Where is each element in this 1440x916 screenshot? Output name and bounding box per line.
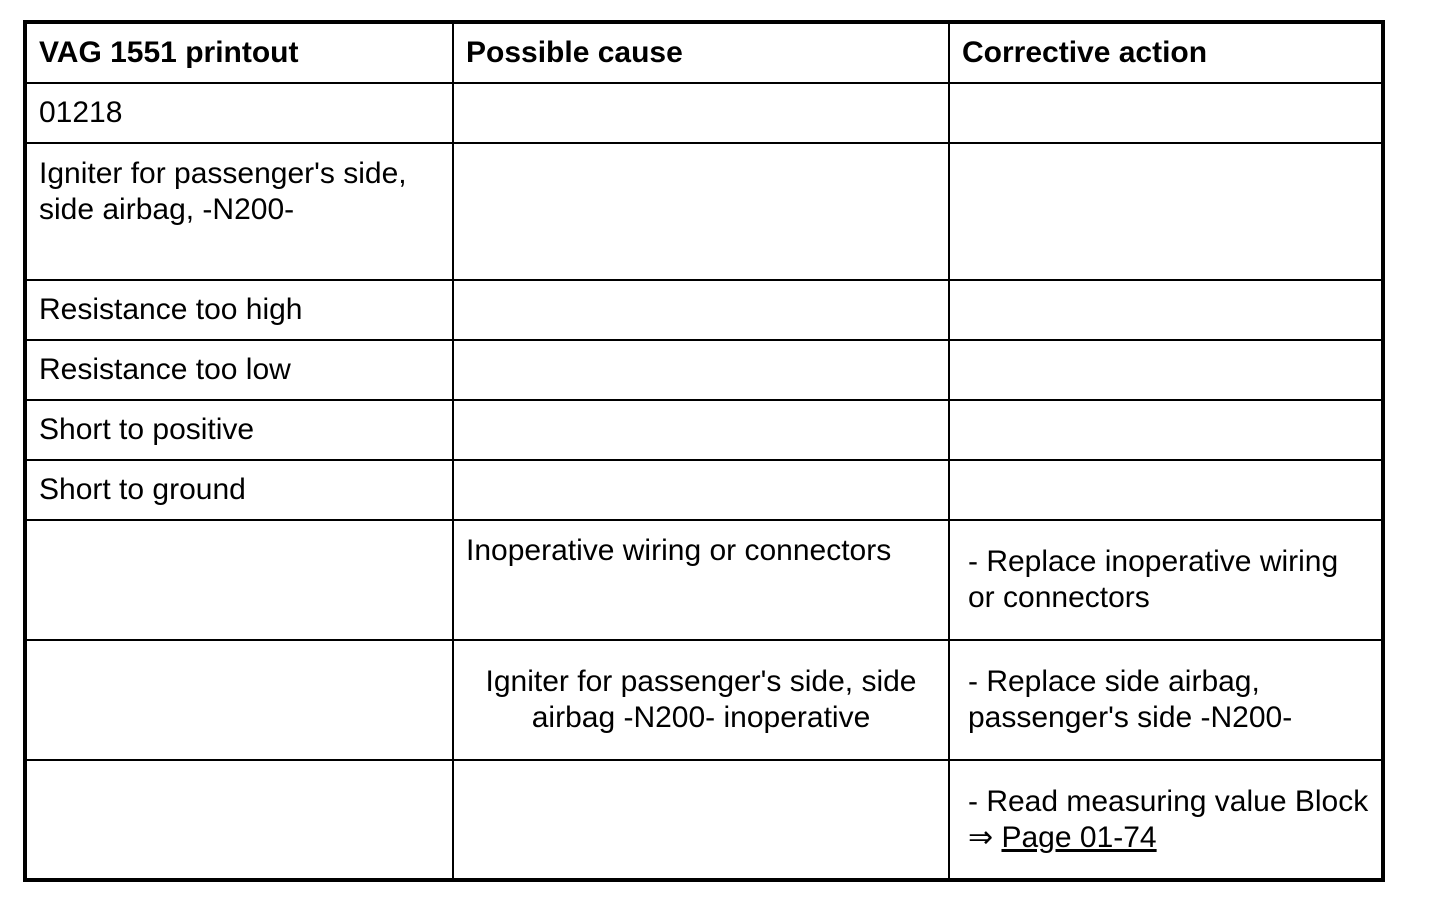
action-cell (949, 83, 1383, 143)
table-row (25, 280, 1383, 340)
table-row (25, 83, 1383, 143)
action-cell: - Replace side airbag, passenger's side -N200- (949, 640, 1383, 760)
printout-cell: Resistance too high (25, 280, 453, 340)
header-row (25, 22, 1383, 83)
cause-cell (453, 400, 949, 460)
cause-cell (453, 340, 949, 400)
table-row (25, 760, 1383, 880)
cause-cell: Inoperative wiring or connectors (453, 520, 949, 640)
table-row (25, 460, 1383, 520)
printout-cell: 01218 (25, 83, 453, 143)
action-cell (949, 143, 1383, 280)
action-text: - Read measuring value Block (968, 784, 1369, 818)
printout-cell (25, 520, 453, 640)
page-link[interactable]: Page 01-74 (1001, 820, 1157, 854)
cause-cell (453, 280, 949, 340)
header-action: Corrective action (949, 22, 1383, 83)
diagnostic-table (23, 20, 1385, 882)
cause-cell (453, 143, 949, 280)
table-row (25, 143, 1383, 280)
action-cell: - Replace inoperative wiring or connectors (949, 520, 1383, 640)
action-cell (949, 340, 1383, 400)
action-cell (949, 280, 1383, 340)
printout-cell (25, 640, 453, 760)
cause-cell: Igniter for passenger's side, side airbag -N200- inoperative (453, 640, 949, 760)
cause-cell (453, 83, 949, 143)
action-cell (949, 400, 1383, 460)
table-row (25, 640, 1383, 760)
action-cell (949, 760, 1383, 880)
cause-cell (453, 460, 949, 520)
printout-cell: Resistance too low (25, 340, 453, 400)
table-row (25, 340, 1383, 400)
arrow-icon: ⇒ (968, 820, 994, 854)
printout-cell: Short to positive (25, 400, 453, 460)
printout-cell: Short to ground (25, 460, 453, 520)
table-row (25, 520, 1383, 640)
printout-cell: Igniter for passenger's side, side airbag, -N200- (25, 143, 453, 280)
printout-cell (25, 760, 453, 880)
header-printout: VAG 1551 printout (25, 22, 453, 83)
table-row (25, 400, 1383, 460)
action-cell (949, 460, 1383, 520)
cause-cell (453, 760, 949, 880)
header-cause: Possible cause (453, 22, 949, 83)
